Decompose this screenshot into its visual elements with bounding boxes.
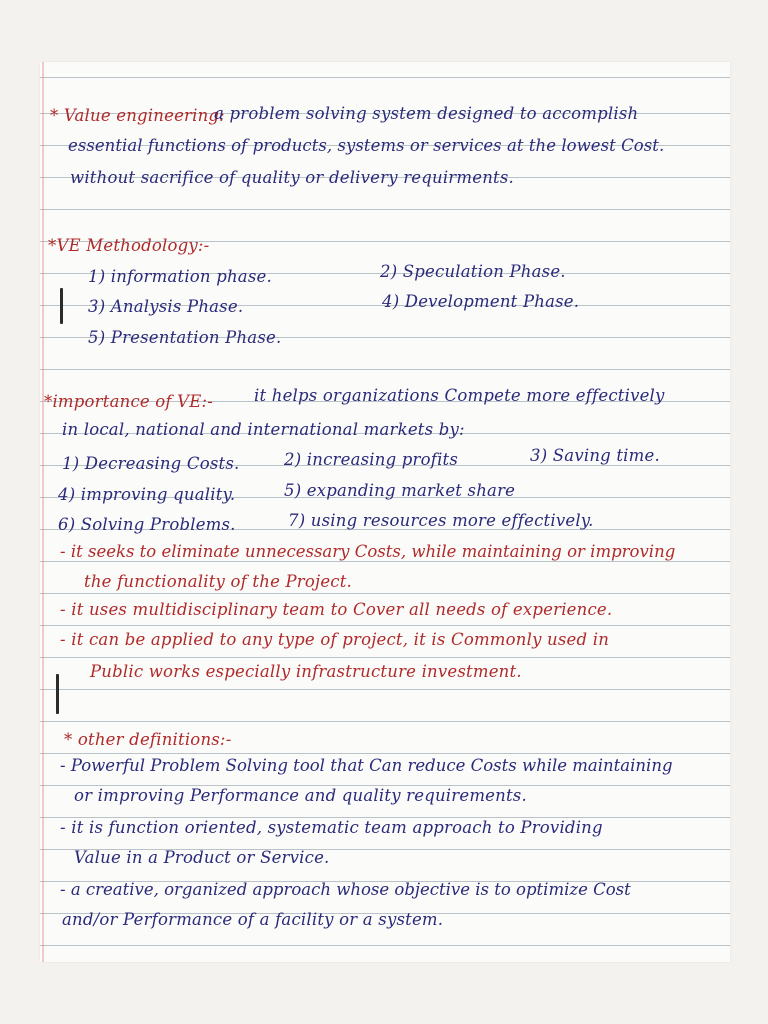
ve-definition-line2: essential functions of products, systems or services at the lowest Cost. — [68, 136, 665, 155]
margin-mark — [60, 288, 63, 324]
phase-3: 3) Analysis Phase. — [88, 297, 244, 316]
importance-line2: in local, national and international markets by: — [62, 420, 465, 439]
other-def-2: - it is function oriented, systematic team approach to Providing — [60, 818, 603, 837]
margin-mark — [56, 674, 59, 714]
ve-definition-heading: * Value engineering: — [50, 106, 225, 125]
importance-note-2: - it uses multidisciplinary team to Cover all needs of experience. — [60, 600, 613, 619]
ve-definition-line3: without sacrifice of quality or delivery requirments. — [70, 168, 514, 187]
importance-line1: it helps organizations Compete more effectively — [254, 386, 665, 405]
other-definitions-heading: * other definitions:- — [64, 730, 232, 749]
importance-heading: *importance of VE:- — [44, 392, 214, 411]
phase-1: 1) information phase. — [88, 267, 272, 286]
importance-note-1: - it seeks to eliminate unnecessary Costs, while maintaining or improving — [60, 542, 676, 561]
importance-item-2: 2) increasing profits — [284, 450, 459, 469]
phase-5: 5) Presentation Phase. — [88, 328, 282, 347]
other-def-3-cont: and/or Performance of a facility or a system. — [62, 910, 444, 929]
importance-note-3-cont: Public works especially infrastructure investment. — [90, 662, 522, 681]
phase-2: 2) Speculation Phase. — [380, 262, 566, 281]
importance-note-1-cont: the functionality of the Project. — [84, 572, 352, 591]
importance-item-7: 7) using resources more effectively. — [288, 511, 594, 530]
importance-item-4: 4) improving quality. — [58, 485, 236, 504]
importance-item-3: 3) Saving time. — [530, 446, 660, 465]
importance-item-6: 6) Solving Problems. — [58, 515, 236, 534]
importance-note-3: - it can be applied to any type of project, it is Commonly used in — [60, 630, 610, 649]
other-def-2-cont: Value in a Product or Service. — [74, 848, 330, 867]
other-def-1: - Powerful Problem Solving tool that Can reduce Costs while maintaining — [60, 756, 673, 775]
phase-4: 4) Development Phase. — [382, 292, 580, 311]
importance-item-1: 1) Decreasing Costs. — [62, 454, 240, 473]
margin-line — [42, 62, 44, 962]
other-def-1-cont: or improving Performance and quality requirements. — [74, 786, 527, 805]
other-def-3: - a creative, organized approach whose objective is to optimize Cost — [60, 880, 631, 899]
ve-definition-line1: a problem solving system designed to accomplish — [214, 104, 639, 123]
methodology-heading: *VE Methodology:- — [48, 236, 210, 255]
importance-item-5: 5) expanding market share — [284, 481, 516, 500]
